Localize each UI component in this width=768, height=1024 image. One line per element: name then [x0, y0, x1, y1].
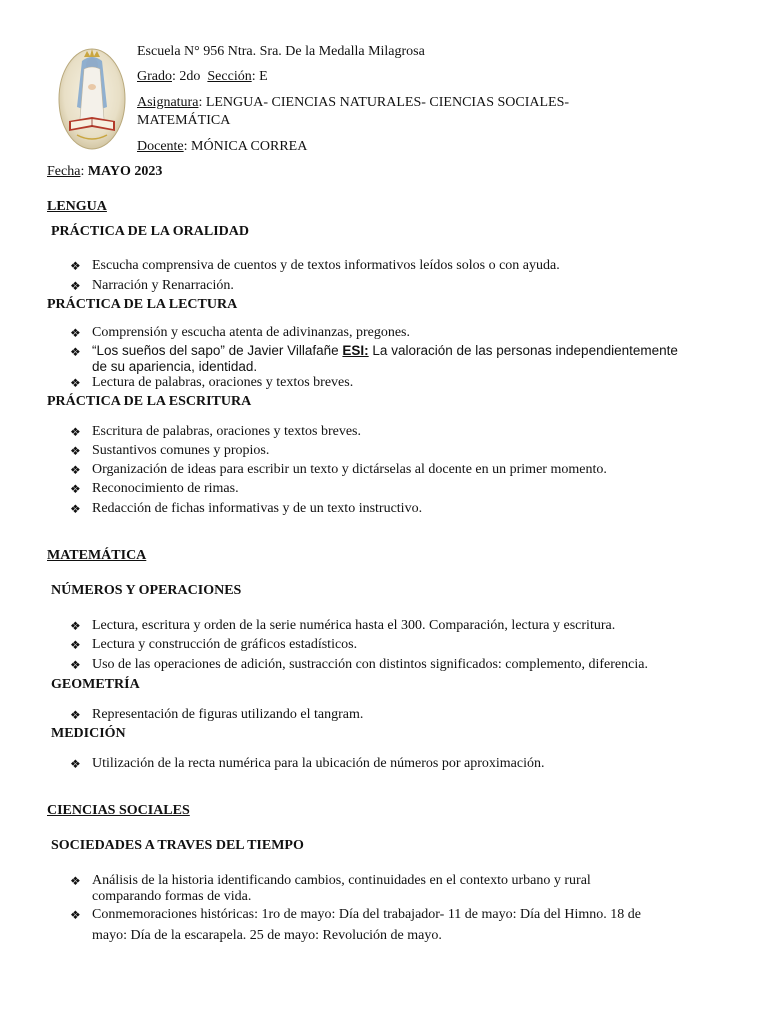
docente-label: Docente	[137, 139, 184, 154]
list-item: Lectura, escritura y orden de la serie numérica hasta el 300. Comparación, lectura y escritura.	[92, 618, 616, 633]
diamond-bullet-icon: ❖	[70, 345, 81, 359]
section-title-matematica: MATEMÁTICA	[47, 548, 147, 563]
list-item-esi	[92, 343, 678, 359]
subsection-title-oralidad: PRÁCTICA DE LA ORALIDAD	[51, 224, 249, 239]
list-item: Organización de ideas para escribir un texto y dictárselas al docente en un primer momento.	[92, 462, 607, 477]
section-title-lengua: LENGUA	[47, 199, 107, 214]
esi-text: La valoración de las personas independientemente	[368, 343, 678, 358]
list-item: Utilización de la recta numérica para la ubicación de números por aproximación.	[92, 756, 545, 771]
school-logo-virgin-medallion-icon	[57, 47, 127, 151]
subsection-title-numeros: NÚMEROS Y OPERACIONES	[51, 583, 242, 598]
diamond-bullet-icon: ❖	[70, 708, 81, 722]
diamond-bullet-icon: ❖	[70, 279, 81, 293]
list-item: Escritura de palabras, oraciones y textos breves.	[92, 424, 362, 439]
list-item: Lectura de palabras, oraciones y textos breves.	[92, 375, 354, 390]
list-item: Lectura y construcción de gráficos estadísticos.	[92, 637, 358, 652]
seccion-value: : E	[251, 69, 268, 84]
grado-value: : 2do	[172, 69, 201, 84]
diamond-bullet-icon: ❖	[70, 658, 81, 672]
subsection-title-lectura: PRÁCTICA DE LA LECTURA	[47, 297, 238, 312]
story-reference: “Los sueños del sapo” de Javier Villafañe	[92, 343, 343, 358]
grado-label: Grado	[137, 69, 172, 84]
diamond-bullet-icon: ❖	[70, 425, 81, 439]
list-item: Análisis de la historia identificando cambios, continuidades en el contexto urbano y rural	[92, 873, 591, 888]
list-item: Redacción de fichas informativas y de un texto instructivo.	[92, 501, 423, 516]
diamond-bullet-icon: ❖	[70, 482, 81, 496]
seccion-label: Sección	[207, 69, 252, 84]
fecha-sep: :	[80, 164, 88, 179]
list-item: Comprensión y escucha atenta de adivinanzas, pregones.	[92, 325, 411, 340]
diamond-bullet-icon: ❖	[70, 259, 81, 273]
asignatura-value-cont: MATEMÁTICA	[137, 113, 231, 128]
list-item: Narración y Renarración.	[92, 278, 234, 293]
list-item: Reconocimiento de rimas.	[92, 481, 239, 496]
fecha-value: MAYO 2023	[87, 164, 163, 179]
subsection-title-escritura: PRÁCTICA DE LA ESCRITURA	[47, 394, 252, 409]
diamond-bullet-icon: ❖	[70, 619, 81, 633]
subsection-title-geometria: GEOMETRÍA	[51, 677, 140, 692]
asignatura-label: Asignatura	[137, 95, 199, 110]
list-item: Conmemoraciones históricas: 1ro de mayo: Día del trabajador- 11 de mayo: Día del Himno. 18 de	[92, 907, 641, 922]
docente-value: : MÓNICA CORREA	[183, 139, 308, 154]
section-title-sociales: CIENCIAS SOCIALES	[47, 803, 190, 818]
fecha-label: Fecha	[47, 164, 81, 179]
diamond-bullet-icon: ❖	[70, 757, 81, 771]
list-item: Escucha comprensiva de cuentos y de textos informativos leídos solos o con ayuda.	[92, 258, 560, 273]
esi-label: ESI:	[342, 343, 369, 358]
grado-line	[137, 69, 268, 85]
diamond-bullet-icon: ❖	[70, 638, 81, 652]
subsection-title-medicion: MEDICIÓN	[51, 726, 126, 741]
list-item-esi-cont: de su apariencia, identidad.	[92, 359, 258, 374]
subsection-title-sociedades: SOCIEDADES A TRAVES DEL TIEMPO	[51, 838, 304, 853]
list-item: Sustantivos comunes y propios.	[92, 443, 270, 458]
fecha-line	[47, 164, 162, 180]
diamond-bullet-icon: ❖	[70, 444, 81, 458]
diamond-bullet-icon: ❖	[70, 326, 81, 340]
diamond-bullet-icon: ❖	[70, 502, 81, 516]
diamond-bullet-icon: ❖	[70, 874, 81, 888]
list-item-cont: mayo: Día de la escarapela. 25 de mayo: Revolución de mayo.	[92, 928, 442, 943]
diamond-bullet-icon: ❖	[70, 376, 81, 390]
asignatura-line	[137, 95, 569, 111]
diamond-bullet-icon: ❖	[70, 908, 81, 922]
list-item: Representación de figuras utilizando el tangram.	[92, 707, 364, 722]
list-item-cont: comparando formas de vida.	[92, 889, 252, 904]
diamond-bullet-icon: ❖	[70, 463, 81, 477]
asignatura-value: : LENGUA- CIENCIAS NATURALES- CIENCIAS SOCIALES-	[198, 95, 570, 110]
docente-line	[137, 139, 307, 155]
school-name: Escuela N° 956 Ntra. Sra. De la Medalla Milagrosa	[137, 44, 425, 59]
list-item: Uso de las operaciones de adición, sustracción con distintos significados: complemento, diferencia.	[92, 657, 648, 672]
